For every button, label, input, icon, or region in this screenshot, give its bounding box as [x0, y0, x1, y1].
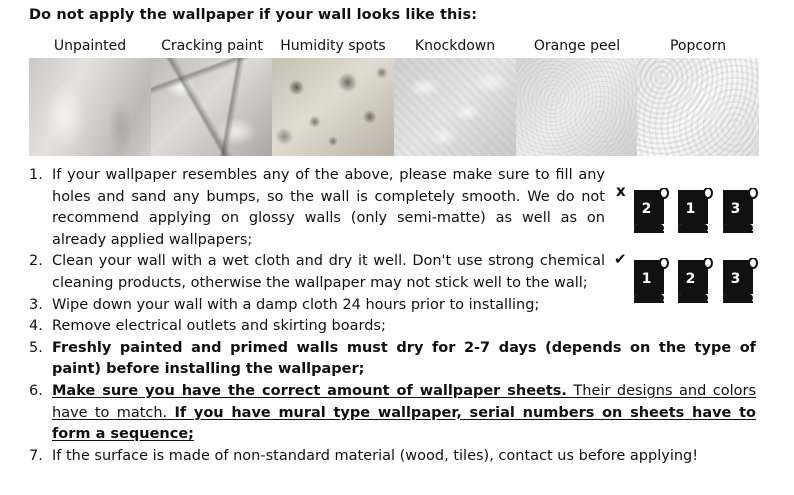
sheet-number: 1: [641, 271, 652, 287]
cross-icon: x: [616, 182, 626, 200]
page-heading: Do not apply the wallpaper if your wall looks like this:: [29, 7, 478, 23]
step-number: 7.: [29, 447, 43, 464]
step-text: If your wallpaper resembles any of the above, please make sure to fill any holes and sand any bumps, so the wall is completely smooth. We do not recommend applying on glossy walls (only semi-matte) as well as on already applied wallpapers;: [52, 167, 605, 248]
step-6-emphasis-sheets: Make sure you have the correct amount of wallpaper sheets.: [52, 382, 567, 399]
checkmark-icon: ✔: [614, 250, 627, 268]
step-number: 6.: [29, 382, 43, 399]
sheet-number: 3: [730, 271, 741, 287]
instruction-step-4: [29, 316, 756, 338]
step-number: 4.: [29, 318, 43, 335]
wall-type-label-humidity-spots: Humidity spots: [280, 38, 386, 54]
step-text: Remove electrical outlets and skirting boards;: [52, 318, 386, 335]
wall-type-label-cracking-paint: Cracking paint: [161, 38, 263, 54]
step-number: 5.: [29, 339, 43, 356]
wallpaper-roll-icon: [632, 258, 669, 304]
orange-peel-wall-photo: [516, 58, 638, 156]
wall-type-labels: [29, 38, 759, 58]
wall-texture-photo-strip: [29, 58, 759, 156]
wall-type-label-orange-peel: Orange peel: [533, 38, 621, 54]
sheet-number: 2: [685, 271, 696, 287]
step-text: If the surface is made of non-standard material (wood, tiles), contact us before applying!: [52, 447, 699, 464]
step-text: [52, 381, 756, 446]
sheet-sequence-illustration: [612, 180, 762, 310]
wallpaper-roll-icon: [721, 188, 758, 234]
sheet-number: 3: [730, 201, 741, 217]
knockdown-wall-photo: [394, 58, 516, 156]
step-text: Clean your wall with a wet cloth and dry it well. Don't use strong chemical cleaning products, otherwise the wallpaper may not stick well to the wall;: [52, 253, 605, 291]
instruction-step-5: [29, 338, 756, 381]
cracking-paint-wall-photo: [151, 58, 273, 156]
step-number: 3.: [29, 296, 43, 313]
wall-type-label-knockdown: Knockdown: [414, 38, 496, 54]
wallpaper-roll-icon: [676, 258, 713, 304]
step-6-plain-text: Their designs and colors have to match.: [52, 382, 757, 421]
step-number: 2.: [29, 253, 43, 270]
sheet-number: 2: [641, 201, 652, 217]
humidity-spots-wall-photo: [272, 58, 394, 156]
wallpaper-roll-icon: [721, 258, 758, 304]
popcorn-wall-photo: [637, 58, 759, 156]
wallpaper-roll-icon: [676, 188, 713, 234]
wallpaper-roll-icon: [632, 188, 669, 234]
wall-type-label-unpainted: Unpainted: [53, 38, 127, 54]
step-6-emphasis-sequence: If you have mural type wallpaper, serial numbers on sheets have to form a sequence;: [52, 404, 756, 443]
correct-sequence-row: [612, 250, 762, 302]
wall-type-label-popcorn: Popcorn: [669, 38, 727, 54]
step-text: Wipe down your wall with a damp cloth 24 hours prior to installing;: [52, 296, 540, 313]
instruction-step-7: [29, 446, 756, 468]
wrong-sequence-row: [612, 180, 762, 232]
sheet-number: 1: [685, 201, 696, 217]
instruction-step-6: [29, 381, 756, 446]
step-number: 1.: [29, 167, 43, 183]
unpainted-wall-photo: [29, 58, 151, 156]
step-text: Freshly painted and primed walls must dry for 2-7 days (depends on the type of paint) before installing the wallpaper;: [52, 339, 756, 378]
